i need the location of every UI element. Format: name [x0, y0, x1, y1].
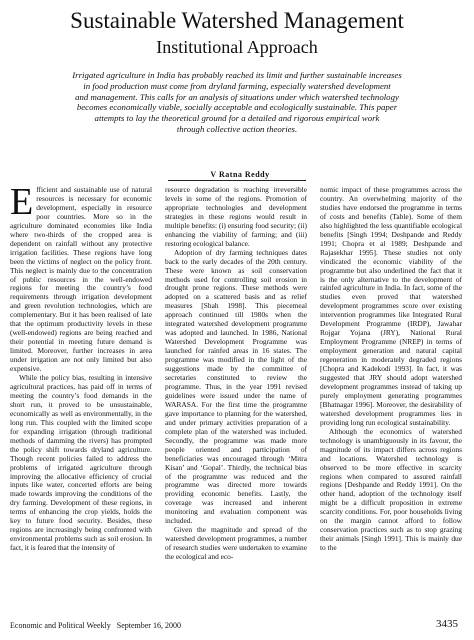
footer-journal	[10, 621, 181, 631]
issue-date: September 16, 2000	[116, 621, 181, 630]
abstract-line: in food production must come from dryland farming, especially watershed development	[83, 80, 391, 91]
abstract-line: through collective action theories.	[176, 123, 298, 134]
text-column-1	[10, 186, 152, 606]
abstract-line: and management. This calls for an analysis of situations under which watershed technology	[75, 91, 399, 102]
page-number: 3435	[436, 618, 458, 630]
paragraph: resource degradation is reaching irreversible levels in some of the regions. Promotion of appropriate technologies and development strategies in these regions would result in multiple benefits: (i) ensuring food security; (ii) enhancing the viability of farming; and (iii) restoring ecological balance.	[165, 186, 307, 248]
drop-cap: E	[10, 186, 34, 223]
article-subtitle: Institutional Approach	[156, 37, 318, 57]
abstract-line: becomes economically viable, socially acceptable and ecologically sustainable. This paper	[76, 102, 398, 113]
paragraph: Although the economics of watershed technology is unambiguously in its favour, the magnitude of its impact differs across regions and locations. Watershed technology is observed to be more effective in scarcity regions when compared to assured rainfall regions [Deshpande and Reddy 1991]. On the other hand, adoption of the technology itself might be a difficult proposition in extreme scarcity conditions. For, poor households living on the margin cannot afford to follow conservation practices such as to stop grazing their animals [Singh 1991]. This is mainly due to the	[320, 426, 462, 553]
paragraph: Given the magnitude and spread of the watershed development programmes, a number of research studies were undertaken to examine the ecological and eco-	[165, 525, 307, 562]
abstract	[44, 70, 430, 135]
paragraph: nomic impact of these programmes across the country. An overwhelming majority of the studies have endorsed the programme in terms of costs and benefits (Table). Some of them also highlighted the less quantifiable ecological benefits [Singh 1994; Deshpande and Reddy 1991; Chopra et al 1989; Deshpande and Rajasekhar 1995]. These studies not only vindicated the economic viability of the programme but also underlined the fact that it is the only alternative to the development of rainfed agriculture in India. In fact, some of the studies even proved that watershed development programmes score over existing intervention programmes like Integrated Rural Development Programme (IRDP), Jawahar Rojgar Yojana (JRY), National Rural Employment Programme (NREP) in terms of employment generation and natural capital regeneration in moderately degraded regions [Chopra and Kadekodi 1993]. In fact, it was suggested that JRY should adopt watershed development programmes instead of taking up purely employment generating programmes [Bhatnagar 1996]. Moreover, the desirability of watershed development programmes lies in providing long run ecological sustainability.	[320, 186, 462, 427]
journal-name: Economic and Political Weekly	[10, 621, 111, 630]
article-title: Sustainable Watershed Management	[70, 8, 404, 33]
paragraph: Adoption of dry farming techniques dates back to the early decades of the 20th century. These were known as soil conservation methods used for controlling soil erosion in drought prone regions. These methods were adopted on a scattered basis and as relief measures [Shah 1998]. This piecemeal approach continued till 1980s when the integrated watershed development programme was adopted and launched. In 1986, National Watershed Development Programme was launched for rainfed areas in 16 states. The programme was modified in the light of the suggestions made by the committee of secretaries constituted to review the programme. Thus, in the year 1991 revised guidelines were issued under the name of WARASA. For the first time the programme gave importance to planning for the watershed, and under primary activities preparation of a complete plan of the watershed was included. Secondly, the programme was made more people oriented and participation of beneficiaries was encouraged through ‘Mitra Kisan’ and ‘Gopal’. Thirdly, the technical bias of the programme was reduced and the programme was directed more towards providing economic benefits. Lastly, the coverage was increased and inherent monitoring and evaluation component was included.	[165, 247, 307, 526]
abstract-line: Irrigated agriculture in India has probably reached its limit and further sustainable increases	[72, 70, 402, 80]
author-byline: V Ratna Reddy	[210, 170, 270, 179]
text-column-2	[165, 186, 307, 606]
paragraph: fficient and sustainable use of natural resources is necessary for economic development, especially in resource poor countries. More so in the agriculture dominated economies like India where two-thirds of the cropped area is dependent on rainfall without any protective irrigation facilities. These regions have long been the victims of neglect on the policy front. This neglect is mainly due to the concentration of public resources in the well-endowed regions for meeting the country’s food requirements through irrigation development and green revolution technologies, which are complementary. But it has been realised of late that the optimum productivity levels in these (well-endowed) regions are being reached and their potential in meeting future demand is limited. Moreover, further increases in area under irrigation are not only limited but also expensive.	[10, 186, 152, 374]
paragraph: While the policy bias, resulting in intensive agricultural practices, has paid off in terms of meeting the country’s food demands in the short run, it proved to be unsustainable, economically as well as environmentally, in the long run. This coupled with the limited scope for expanding irrigation (through traditional methods of damming the rivers) has prompted the policy shift towards dryland agriculture. Though recent policies failed to address the problems of irrigated agriculture through improving the allocative efficiency of crucial inputs like water, concerted efforts are being made towards improving the conditions of the dry farming. Development of these regions, in terms of enhancing the crop yields, holds the key to future food security. Besides, these regions are increasingly being confronted with environmental problems such as soil erosion. In fact, it is feared that the intensity of	[10, 373, 152, 553]
abstract-line: attempts to lay the theoretical ground for a detailed and rigorous empirical work	[94, 113, 380, 124]
text-column-3	[320, 186, 462, 606]
byline-rule	[168, 180, 306, 181]
